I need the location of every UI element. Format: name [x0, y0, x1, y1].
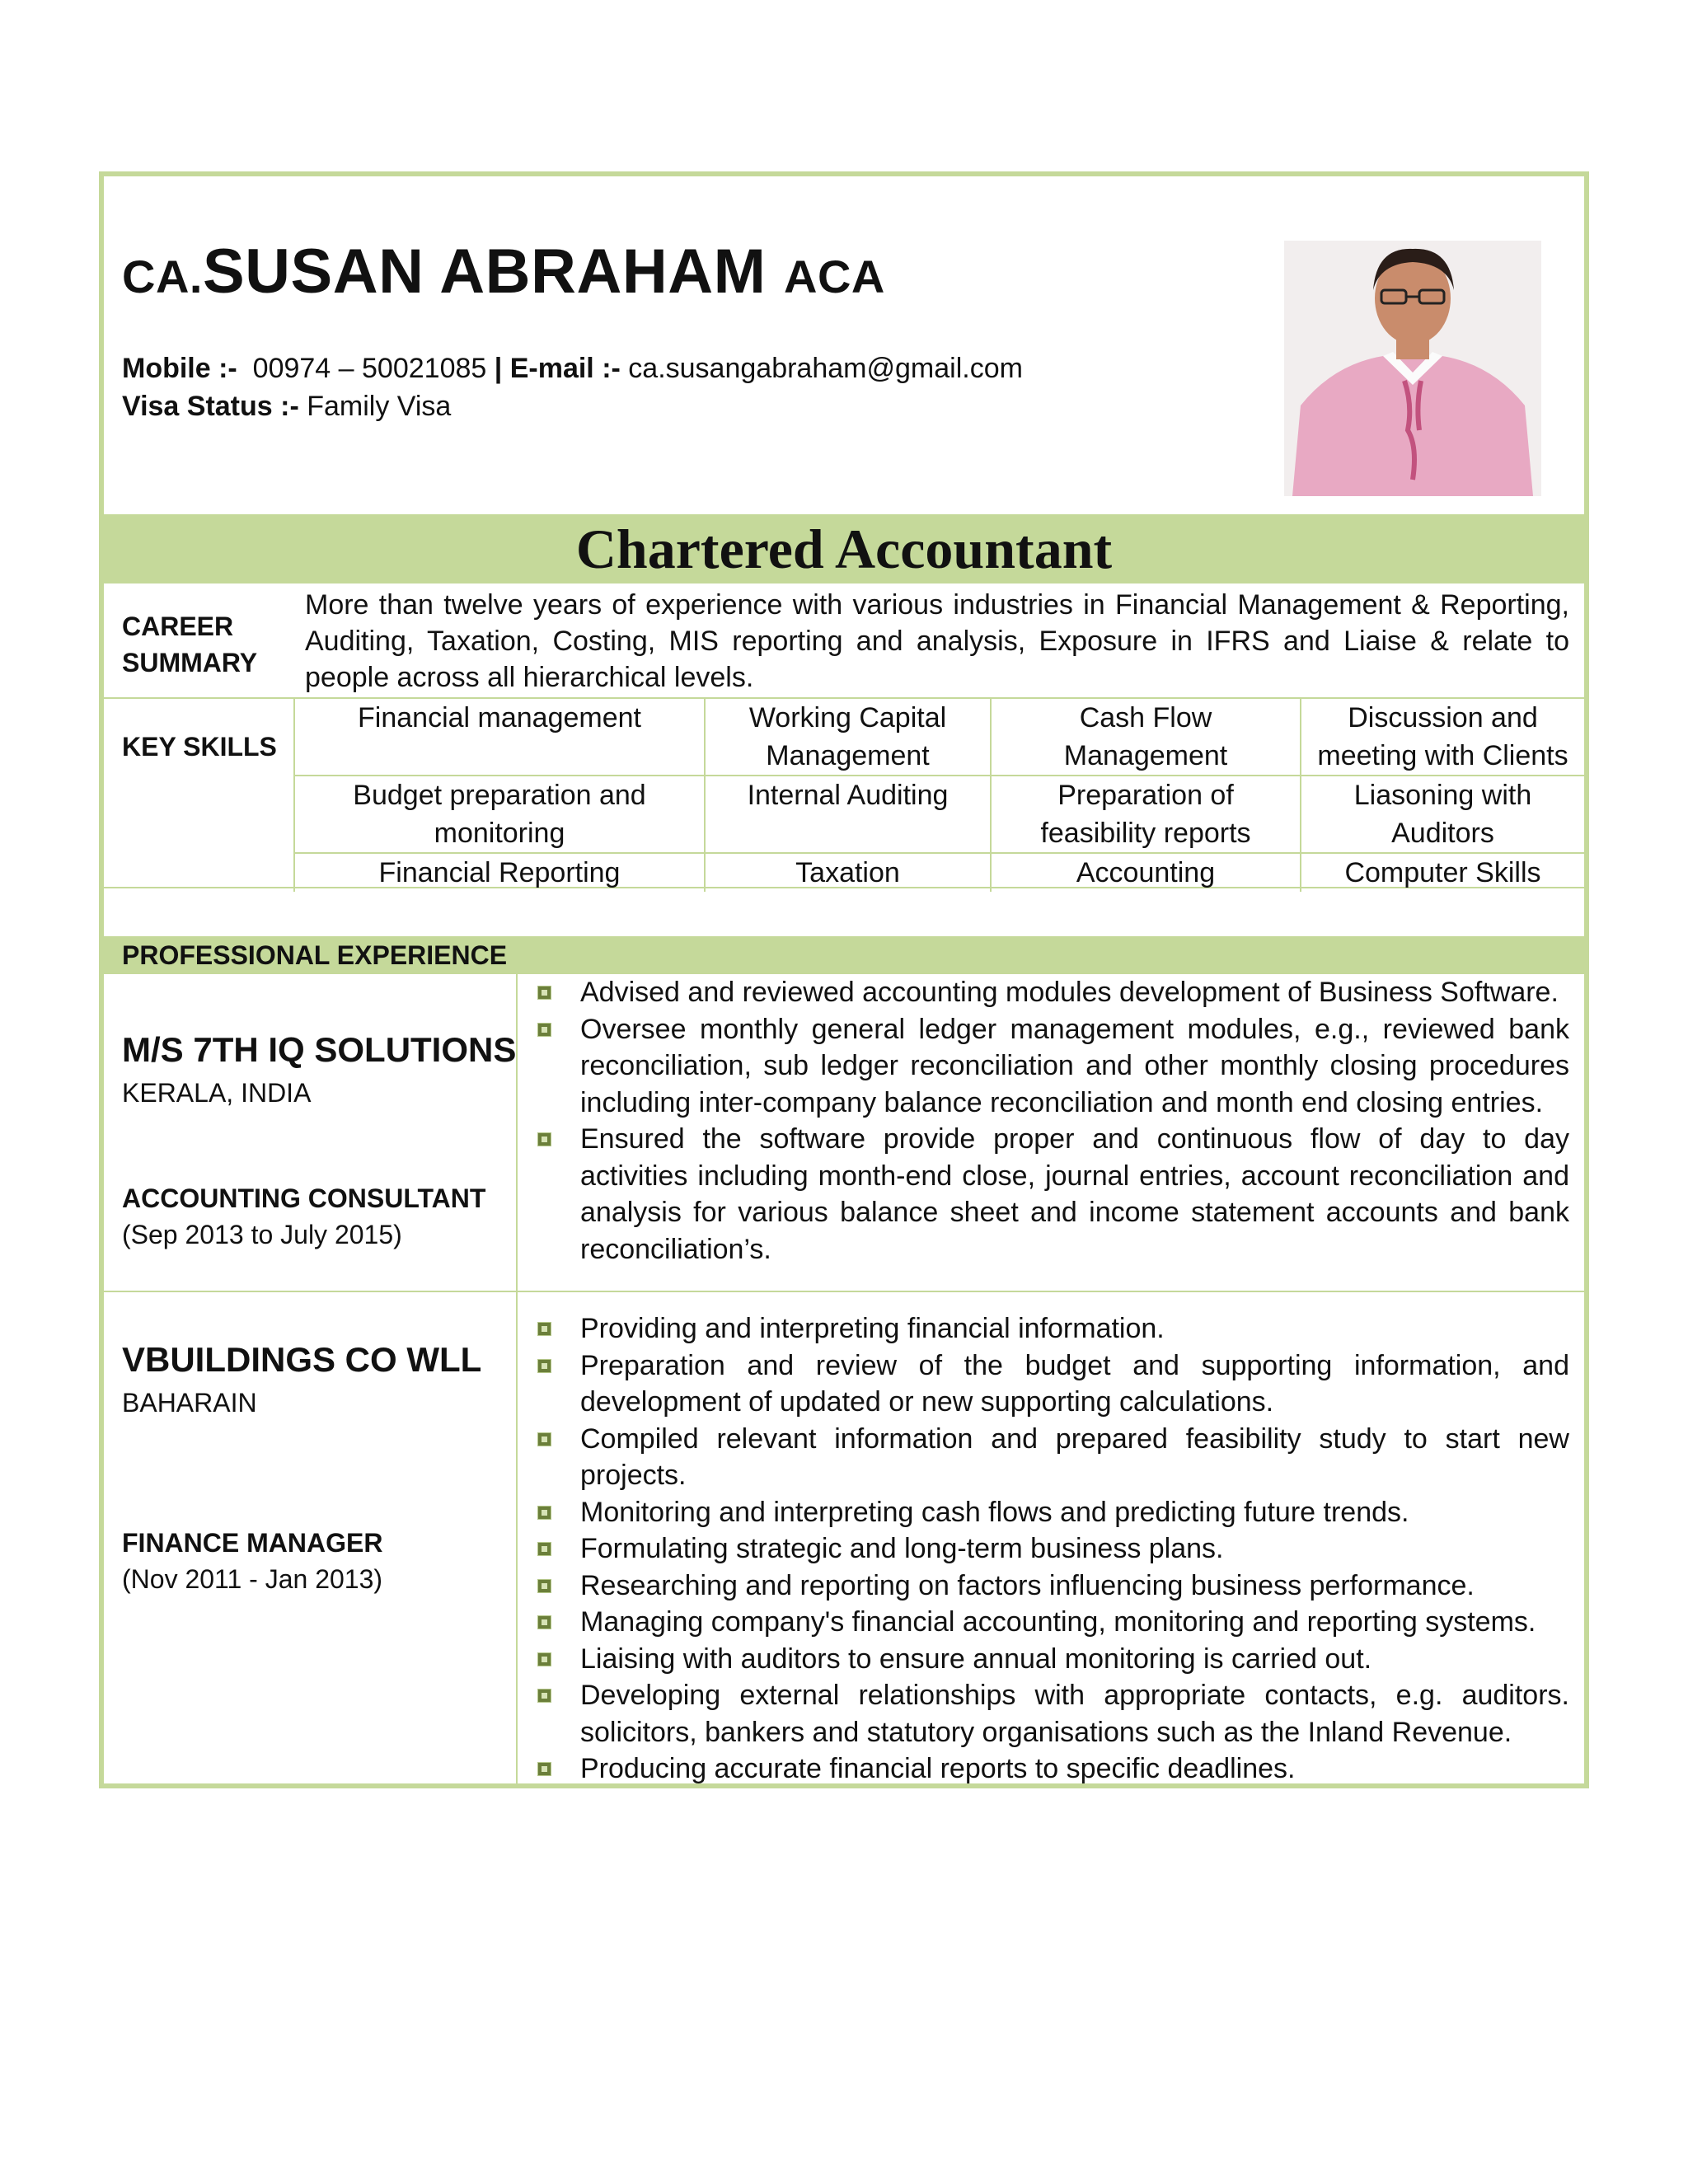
skill-cell: Discussion and meeting with Clients — [1301, 699, 1584, 776]
square-bullet-icon — [537, 1023, 551, 1037]
resume-frame — [99, 171, 1589, 1788]
job-period: (Sep 2013 to July 2015) — [122, 1220, 402, 1249]
skill-cell: Internal Auditing — [705, 776, 991, 853]
contact-line-2: Visa Status :- Family Visa — [122, 391, 452, 422]
job-role: ACCOUNTING CONSULTANT — [122, 1183, 486, 1213]
job-title-band: Chartered Accountant — [104, 514, 1584, 583]
list-item: Monitoring and interpreting cash flows and predicting future trends. — [532, 1494, 1569, 1531]
contact-info — [122, 349, 1023, 425]
list-item: Researching and reporting on factors influencing business performance. — [532, 1568, 1569, 1605]
candidate-name: CA.SUSAN ABRAHAM ACA — [122, 237, 885, 307]
skill-cell: Budget preparation and monitoring — [294, 776, 705, 853]
list-item: Advised and reviewed accounting modules development of Business Software. — [532, 974, 1569, 1011]
skill-cell: Taxation — [705, 853, 991, 892]
skill-cell: Financial management — [294, 699, 705, 776]
career-summary-text: More than twelve years of experience with various industries in Financial Management & Reporting, Auditing, Taxation, Costing, MIS reporting and analysis, Exposure in IFRS and Liaise & relate to people across all hierarchical levels. — [305, 589, 1569, 693]
company-location: KERALA, INDIA — [122, 1078, 312, 1108]
profile-photo-icon — [1284, 241, 1541, 496]
square-bullet-icon — [537, 1542, 551, 1556]
company-name: M/S 7TH IQ SOLUTIONS — [122, 1030, 517, 1069]
key-skills-label: KEY SKILLS — [122, 732, 277, 762]
skills-row — [294, 699, 1584, 776]
key-skills-row — [104, 699, 1584, 888]
list-item: Preparation and review of the budget and supporting information, and development of updated or new supporting calculations. — [532, 1347, 1569, 1421]
company-location: BAHARAIN — [122, 1388, 257, 1418]
experience-entry-7th-iq — [104, 974, 1584, 1292]
list-item: Ensured the software provide proper and continuous flow of day to day activities including month-end close, journal entries, account reconciliation and analysis for various balance sheet and income statement accounts and bank reconciliation’s. — [532, 1121, 1569, 1268]
responsibilities-list — [532, 974, 1569, 1268]
key-skills-table — [293, 699, 1584, 892]
responsibilities-list — [532, 1310, 1569, 1788]
square-bullet-icon — [537, 1322, 551, 1336]
square-bullet-icon — [537, 1579, 551, 1593]
profile-photo — [1284, 241, 1541, 496]
skill-cell: Financial Reporting — [294, 853, 705, 892]
skills-row — [294, 853, 1584, 892]
column-divider — [516, 974, 518, 1291]
list-item: Formulating strategic and long-term business plans. — [532, 1530, 1569, 1568]
contact-line-1: Mobile :- 00974 – 50021085 | E-mail :- ca.susangabraham@gmail.com — [122, 353, 1023, 384]
list-item: Liaising with auditors to ensure annual monitoring is carried out. — [532, 1641, 1569, 1678]
skill-cell: Working Capital Management — [705, 699, 991, 776]
list-item: Developing external relationships with appropriate contacts, e.g. auditors. solicitors, bankers and statutory organisations such as the Inland Revenue. — [532, 1677, 1569, 1750]
square-bullet-icon — [537, 1359, 551, 1373]
list-item: Providing and interpreting financial information. — [532, 1310, 1569, 1347]
job-period: (Nov 2011 - Jan 2013) — [122, 1564, 383, 1594]
professional-experience-heading: PROFESSIONAL EXPERIENCE — [104, 936, 1584, 974]
square-bullet-icon — [537, 1615, 551, 1629]
square-bullet-icon — [537, 1432, 551, 1446]
column-divider — [516, 1292, 518, 1788]
visa-status: Family Visa — [307, 391, 452, 422]
skill-cell: Liasoning with Auditors — [1301, 776, 1584, 853]
skill-cell: Cash Flow Management — [991, 699, 1301, 776]
square-bullet-icon — [537, 1506, 551, 1520]
skill-cell: Accounting — [991, 853, 1301, 892]
career-summary-label: CAREER SUMMARY — [122, 612, 258, 677]
list-item: Oversee monthly general ledger management modules, e.g., reviewed bank reconciliation, sub ledger reconciliation and other monthly closing procedures including inter-company balance reconciliation and month end closing entries. — [532, 1011, 1569, 1122]
list-item: Managing company's financial accounting, monitoring and reporting systems. — [532, 1604, 1569, 1641]
square-bullet-icon — [537, 986, 551, 1000]
company-name: VBUILDINGS CO WLL — [122, 1340, 482, 1379]
list-item: Producing accurate financial reports to specific deadlines. — [532, 1750, 1569, 1788]
skills-row — [294, 776, 1584, 853]
experience-entry-vbuildings — [104, 1292, 1584, 1788]
list-item: Compiled relevant information and prepared feasibility study to start new projects. — [532, 1421, 1569, 1494]
skill-cell: Preparation of feasibility reports — [991, 776, 1301, 853]
square-bullet-icon — [537, 1652, 551, 1666]
skill-cell: Computer Skills — [1301, 853, 1584, 892]
square-bullet-icon — [537, 1132, 551, 1146]
career-summary-row — [104, 583, 1584, 699]
email-address[interactable]: ca.susangabraham@gmail.com — [628, 353, 1023, 384]
square-bullet-icon — [537, 1689, 551, 1703]
square-bullet-icon — [537, 1762, 551, 1776]
mobile-number: 00974 – 50021085 — [252, 353, 487, 384]
resume-header — [104, 176, 1584, 514]
job-role: FINANCE MANAGER — [122, 1528, 383, 1558]
